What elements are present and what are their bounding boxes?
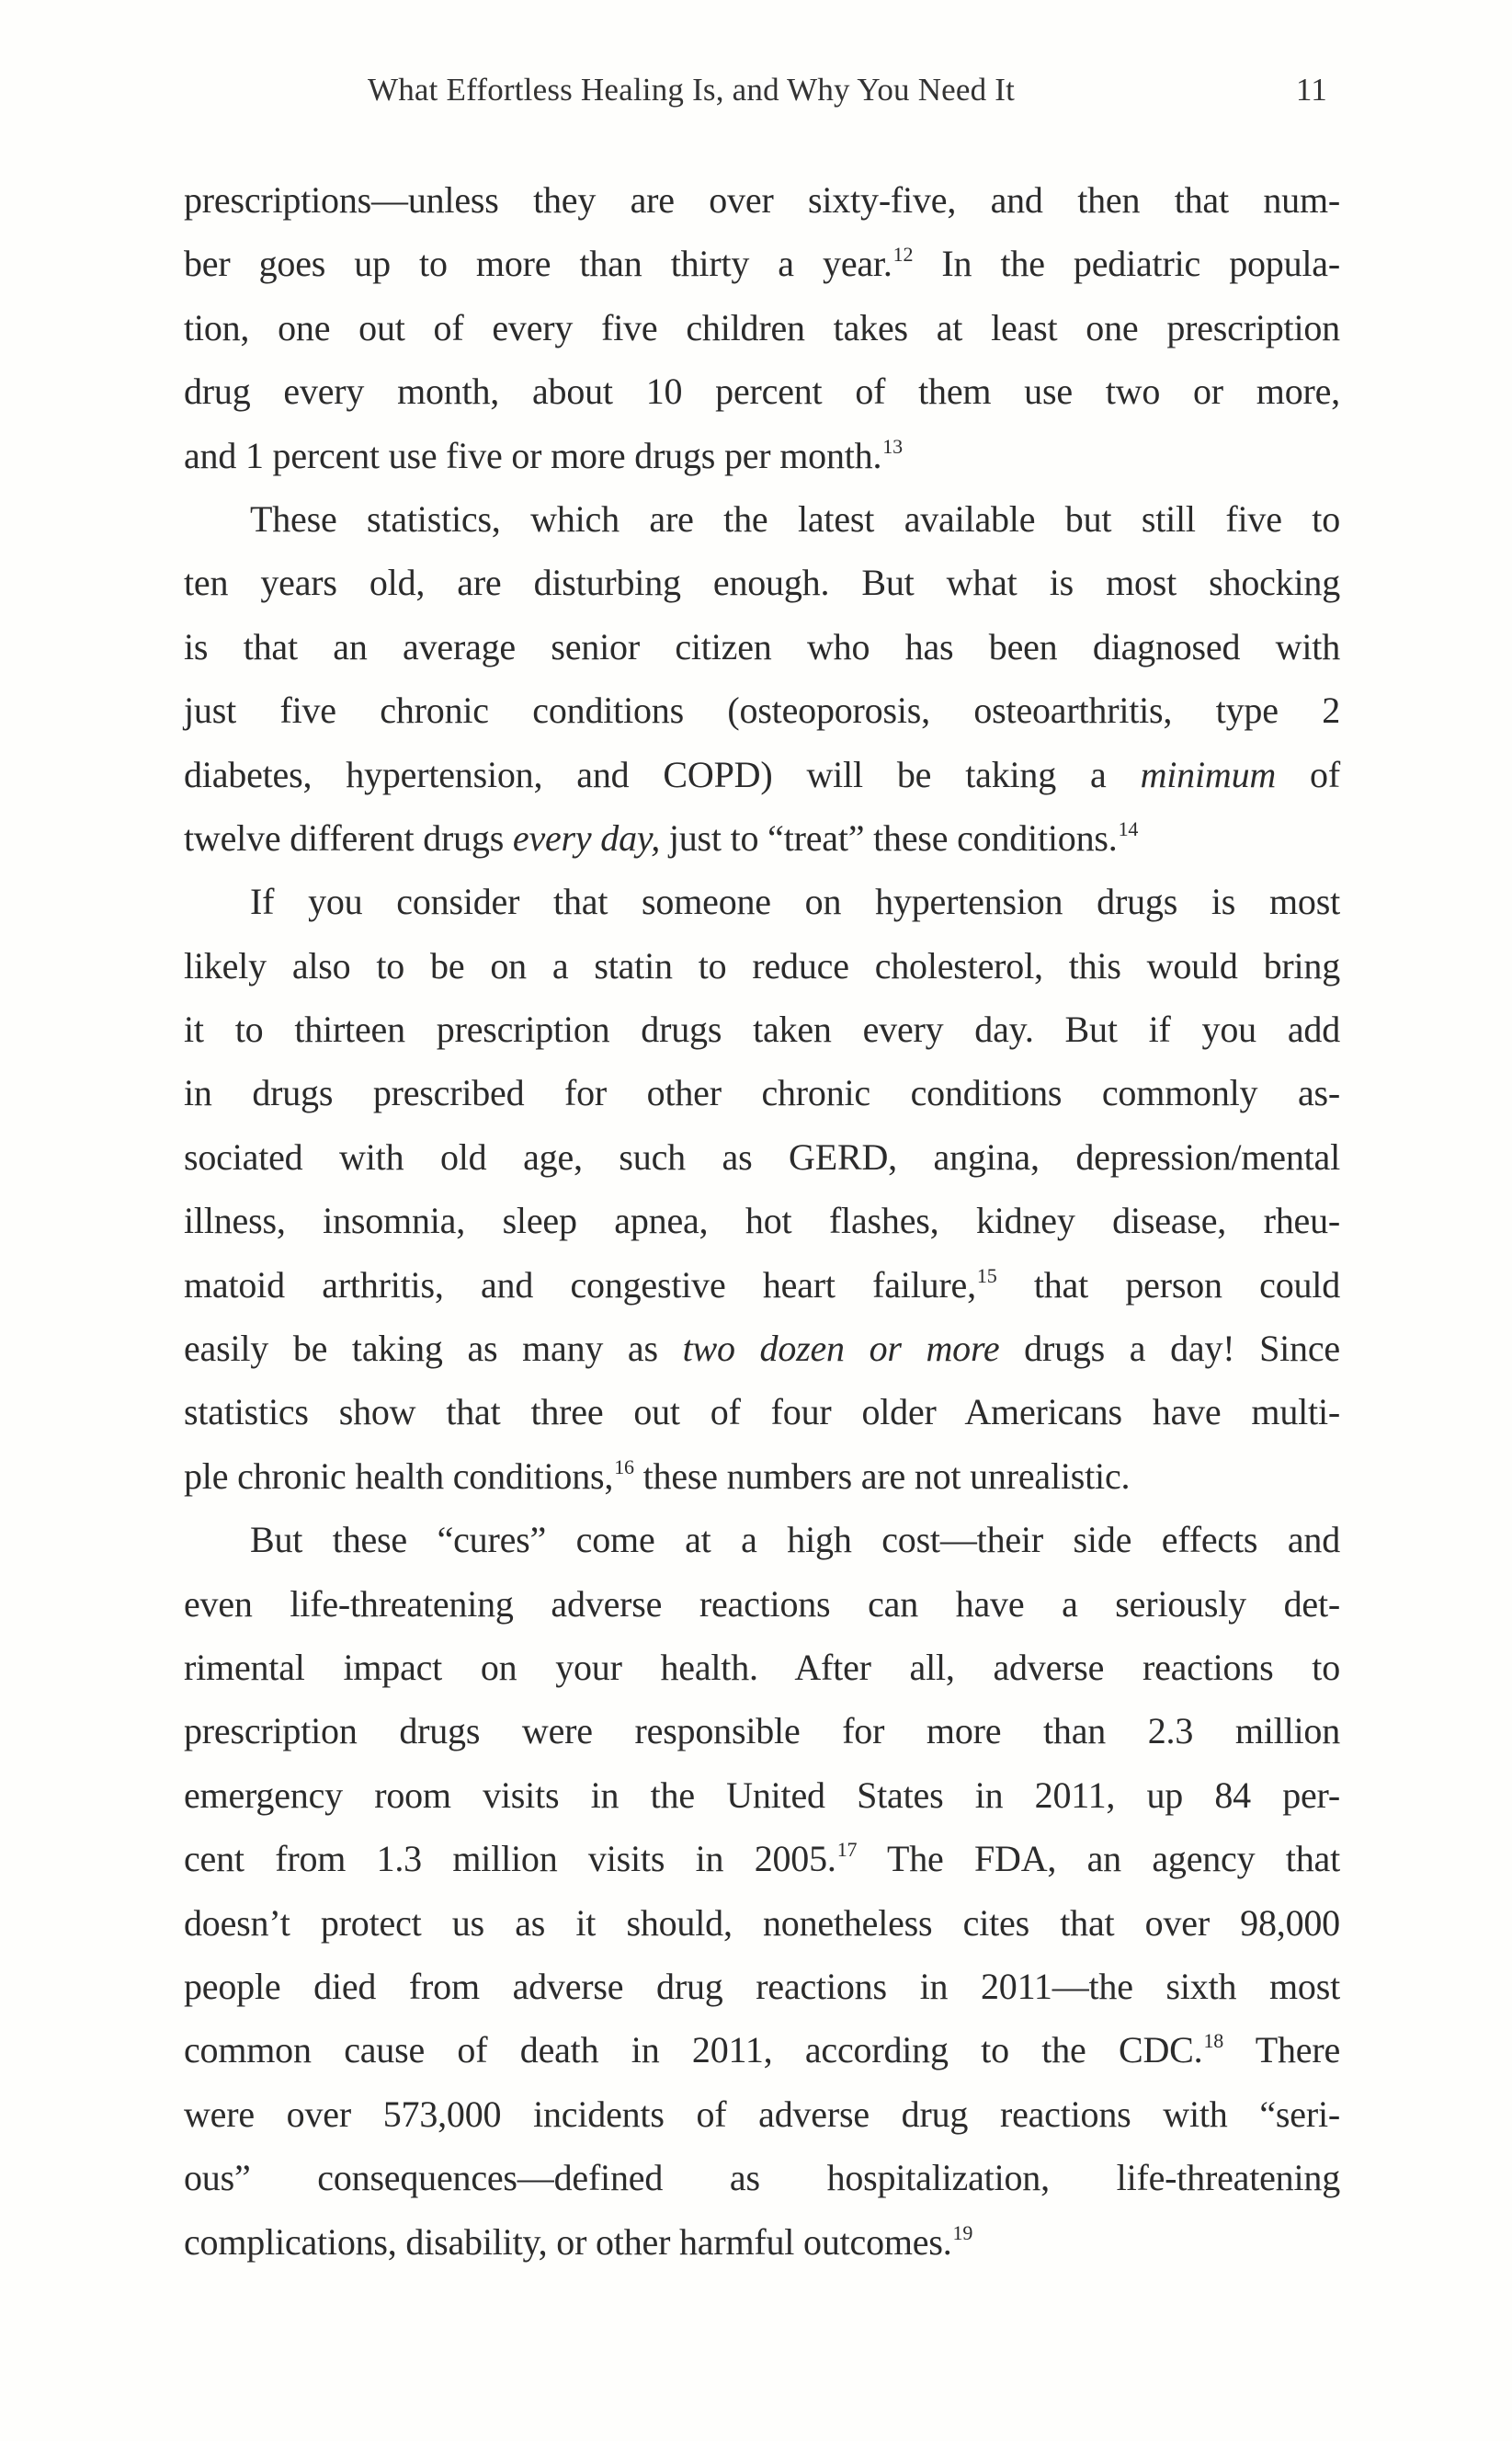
text-line: ten years old, are disturbing enough. But what is most shocking xyxy=(184,562,1340,604)
text-line: illness, insomnia, sleep apnea, hot flashes, kidney disease, rheu- xyxy=(184,1200,1340,1242)
paragraph xyxy=(184,168,1340,487)
footnote-reference: 18 xyxy=(1203,2029,1224,2053)
text-line: twelve different drugs every day, just to “treat” these conditions.$^{14}$ xyxy=(184,816,1139,859)
footnote-reference: 12 xyxy=(892,243,914,267)
footnote-reference: 19 xyxy=(952,2220,973,2244)
text-line: complications, disability, or other harmful outcomes.$^{19}$ xyxy=(184,2220,973,2263)
page-number: 11 xyxy=(1295,72,1327,108)
text-line: likely also to be on a statin to reduce cholesterol, this would bring xyxy=(184,944,1340,987)
text-line: If you consider that someone on hypertension drugs is most xyxy=(250,881,1340,923)
text-line: common cause of death in 2011, according to the CDC.$^{18}$ There xyxy=(184,2029,1341,2071)
footnote-reference: 13 xyxy=(882,434,903,458)
paragraph xyxy=(184,1508,1340,2274)
text-line: drug every month, about 10 percent of them use two or more, xyxy=(184,371,1340,413)
text-line: just five chronic conditions (osteoporosis, osteoarthritis, type 2 xyxy=(184,690,1340,732)
text-line: ber goes up to more than thirty a year.$^{12}$ In the pediatric popula- xyxy=(184,243,1340,285)
text-line: doesn’t protect us as it should, nonetheless cites that over 98,000 xyxy=(184,1901,1340,1944)
text-line: easily be taking as many as two dozen or more drugs a day! Since xyxy=(184,1328,1340,1370)
running-head-title: What Effortless Healing Is, and Why You Need It xyxy=(368,72,1016,108)
running-head xyxy=(368,66,1333,121)
text-line: sociated with old age, such as GERD, angina, depression/mental xyxy=(184,1135,1340,1178)
text-line: ple chronic health conditions,$^{16}$ these numbers are not unrealistic. xyxy=(184,1454,1131,1497)
paragraph xyxy=(184,487,1340,870)
text-line: emergency room visits in the United States in 2011, up 84 per- xyxy=(184,1774,1340,1816)
text-line: matoid arthritis, and congestive heart failure,$^{15}$ that person could xyxy=(184,1263,1341,1306)
footnote-reference: 14 xyxy=(1118,816,1139,840)
text-line: statistics show that three out of four older Americans have multi- xyxy=(184,1391,1340,1433)
footnote-reference: 17 xyxy=(836,1838,858,1862)
text-line: were over 573,000 incidents of adverse drug reactions with “seri- xyxy=(184,2093,1340,2135)
emphasis: two dozen or more xyxy=(682,1328,1000,1370)
paragraph xyxy=(184,870,1340,1508)
text-line: ous” consequences—defined as hospitalization, life-threatening xyxy=(184,2157,1340,2199)
footnote-reference: 15 xyxy=(976,1263,997,1287)
text-line: cent from 1.3 million visits in 2005.17 The FDA, an agency that xyxy=(184,1838,1340,1880)
text-line: prescriptions—unless they are over sixty-five, and then that num- xyxy=(184,179,1340,221)
text-line: tion, one out of every five children takes at least one prescription xyxy=(184,306,1340,348)
text-line: people died from adverse drug reactions in 2011—the sixth most xyxy=(184,1965,1340,2007)
text-line: is that an average senior citizen who has been diagnosed with xyxy=(184,625,1340,667)
text-line: prescription drugs were responsible for more than 2.3 million xyxy=(184,1710,1340,1752)
body-text xyxy=(184,168,1340,2274)
text-line: These statistics, which are the latest available but still five to xyxy=(250,497,1340,540)
emphasis: every day, xyxy=(512,816,661,859)
emphasis: minimum xyxy=(1140,753,1277,795)
text-line: But these “cures” come at a high cost—their side effects and xyxy=(250,1519,1340,1561)
text-line: rimental impact on your health. After all, adverse reactions to xyxy=(184,1646,1340,1688)
text-line: in drugs prescribed for other chronic conditions commonly as- xyxy=(184,1072,1340,1114)
footnote-reference: 16 xyxy=(614,1454,634,1478)
text-line: even life-threatening adverse reactions can have a seriously det- xyxy=(184,1582,1340,1625)
text-line: and 1 percent use five or more drugs per month.$^{13}$ xyxy=(184,434,903,476)
text-line: it to thirteen prescription drugs taken every day. But if you add xyxy=(184,1009,1340,1051)
text-line: diabetes, hypertension, and COPD) will be taking a minimum of xyxy=(184,753,1340,795)
